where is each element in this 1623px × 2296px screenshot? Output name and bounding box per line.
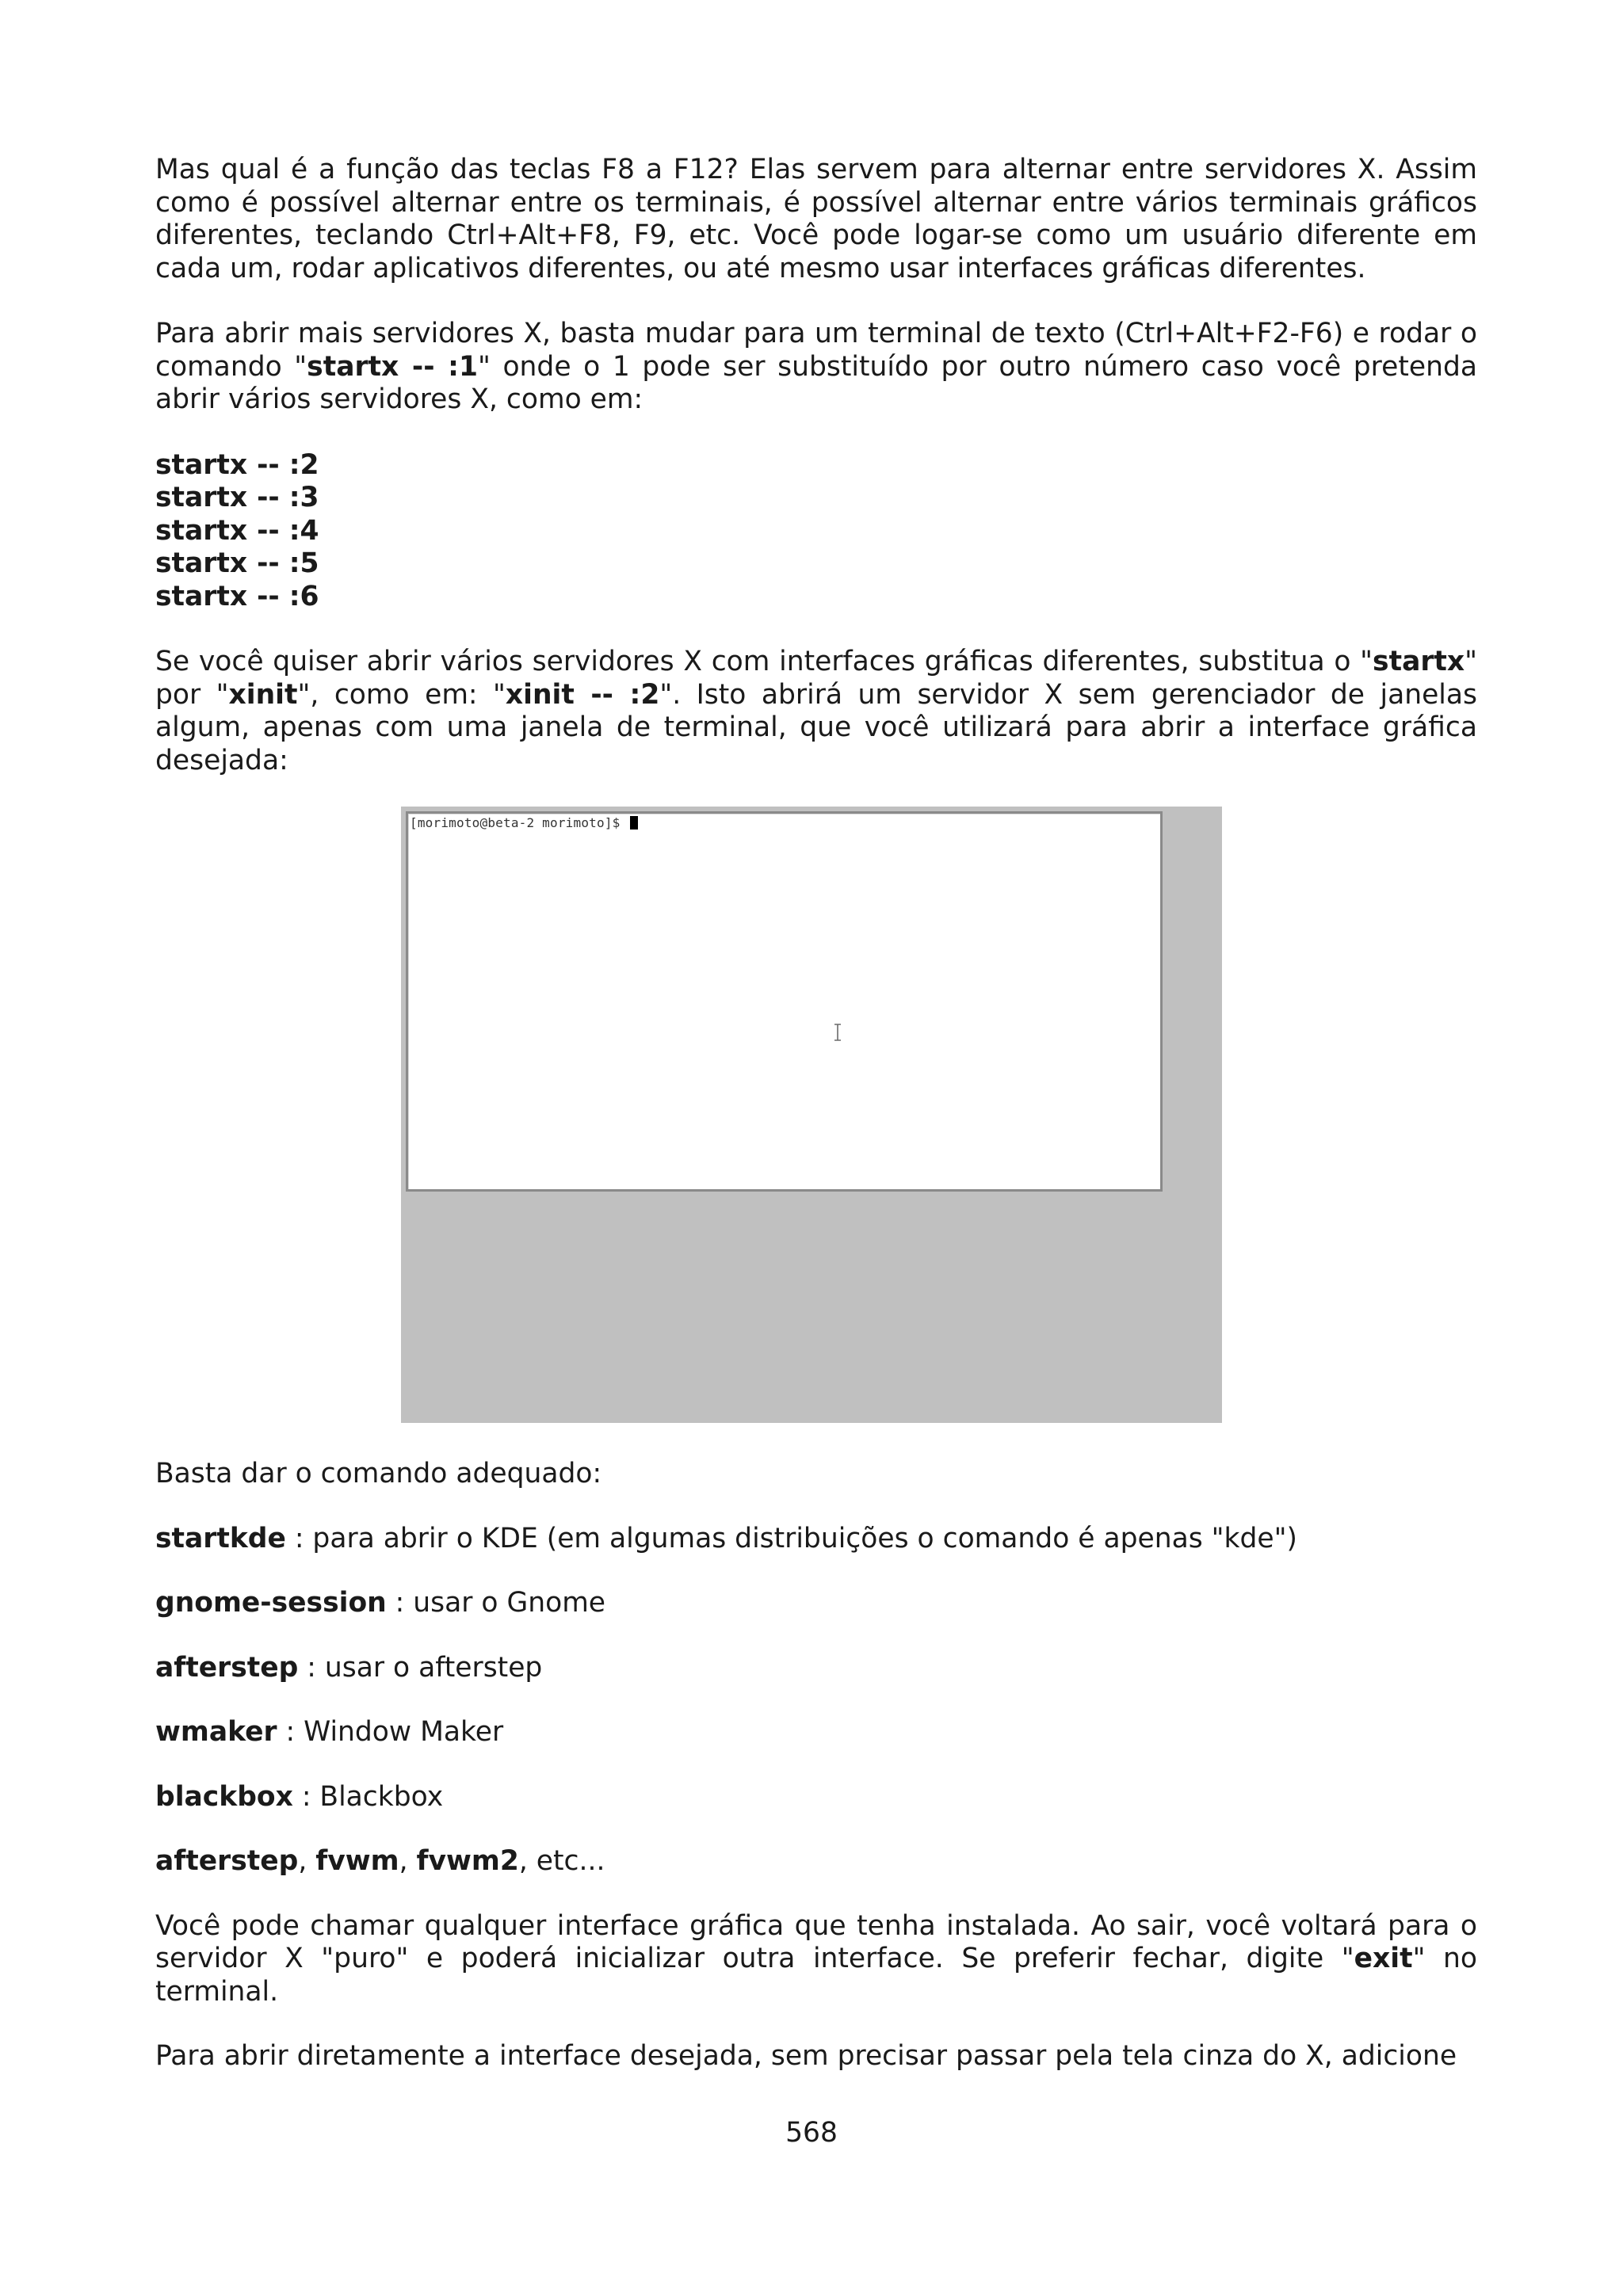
wm-command: fvwm	[315, 1845, 399, 1877]
page-number: 568	[785, 2117, 838, 2149]
wm-description: : usar o Gnome	[386, 1587, 606, 1619]
wm-command: blackbox	[155, 1780, 293, 1813]
wm-item	[155, 1716, 1477, 1749]
text-span: Para abrir mais servidores X, basta mudar para um terminal de texto (Ctrl+Alt+F2-F6) e rodar o comando "	[155, 318, 1477, 383]
text-span: " por "	[155, 646, 1477, 711]
startx-command-list	[155, 449, 1477, 614]
wm-command: fvwm2	[416, 1845, 519, 1877]
paragraph-direct-open: Para abrir diretamente a interface desejada, sem precisar passar pela tela cinza do X, adicione	[155, 2040, 1457, 2072]
wm-command: wmaker	[155, 1716, 277, 1748]
paragraph-xinit	[155, 646, 1477, 777]
command-line: startx -- :6	[155, 580, 319, 612]
wm-item	[155, 1523, 1477, 1556]
terminal-cursor	[630, 816, 638, 830]
wm-description: : Window Maker	[277, 1716, 504, 1748]
text-span: " onde o 1 pode ser substituído por outro número caso você pretenda abrir vários servidores X, como em:	[155, 350, 1477, 415]
paragraph-exit	[155, 1910, 1477, 2009]
text-block-top	[155, 154, 1477, 777]
terminal-prompt	[410, 815, 638, 830]
wm-item	[155, 1587, 1477, 1620]
text-span: , etc...	[518, 1845, 605, 1877]
text-span: ". Isto abrirá um servidor X sem gerenciador de janelas algum, apenas com uma janela de terminal, que você utilizará para abrir a interface gráfica desejada:	[155, 678, 1478, 776]
wm-item-others	[155, 1845, 1477, 1878]
wm-command: afterstep	[155, 1651, 299, 1684]
inline-command: exit	[1354, 1943, 1413, 1974]
inline-command: startx	[1373, 646, 1465, 677]
command-line: startx -- :5	[155, 547, 319, 579]
wm-item	[155, 1652, 1477, 1685]
inline-command: startx -- :1	[307, 350, 478, 383]
command-line: startx -- :3	[155, 482, 319, 513]
wm-description: : Blackbox	[292, 1780, 444, 1813]
inline-command: xinit	[228, 678, 298, 711]
command-line: startx -- :4	[155, 514, 319, 547]
wm-command: gnome-session	[155, 1587, 387, 1619]
text-span: Você pode chamar qualquer interface gráfica que tenha instalada. Ao sair, você voltará para o servidor X "puro" e poderá inicializar outra interface. Se preferir fechar, digite "	[155, 1909, 1477, 1974]
wm-description: : para abrir o KDE (em algumas distribuições o comando é apenas "kde")	[285, 1522, 1297, 1554]
prompt-text: [morimoto@beta-2 morimoto]$	[410, 815, 628, 830]
separator: ,	[298, 1845, 316, 1877]
paragraph-f8-f12: Mas qual é a função das teclas F8 a F12? Elas servem para alternar entre servidores X. Assim como é possível alternar entre os terminais, é possível alternar entre vários terminais gráficos diferentes, teclando Ctrl+Alt+F8, F9, etc. Você pode logar-se como um usuário diferente em cada um, rodar aplicativos diferentes, ou até mesmo usar interfaces gráficas diferentes.	[155, 154, 1477, 284]
command-line: startx -- :2	[155, 448, 319, 481]
paragraph-basta-dar: Basta dar o comando adequado:	[155, 1458, 602, 1489]
inline-command: xinit -- :2	[505, 678, 660, 711]
text-span: " no terminal.	[155, 1943, 1478, 2008]
x-server-screenshot	[401, 807, 1222, 1423]
separator: ,	[399, 1845, 417, 1877]
text-cursor-ibeam-icon	[833, 1024, 842, 1041]
wm-command: startkde	[155, 1522, 286, 1554]
wm-item	[155, 1781, 1477, 1814]
paragraph-open-servers	[155, 318, 1477, 417]
wm-command: afterstep	[155, 1845, 299, 1877]
text-block-bottom	[155, 1458, 1477, 2073]
terminal-window	[406, 811, 1163, 1192]
wm-description: : usar o afterstep	[298, 1651, 543, 1684]
text-span: Se você quiser abrir vários servidores X com interfaces gráficas diferentes, substitua o "	[155, 646, 1373, 677]
text-span: ", como em: "	[297, 678, 506, 711]
